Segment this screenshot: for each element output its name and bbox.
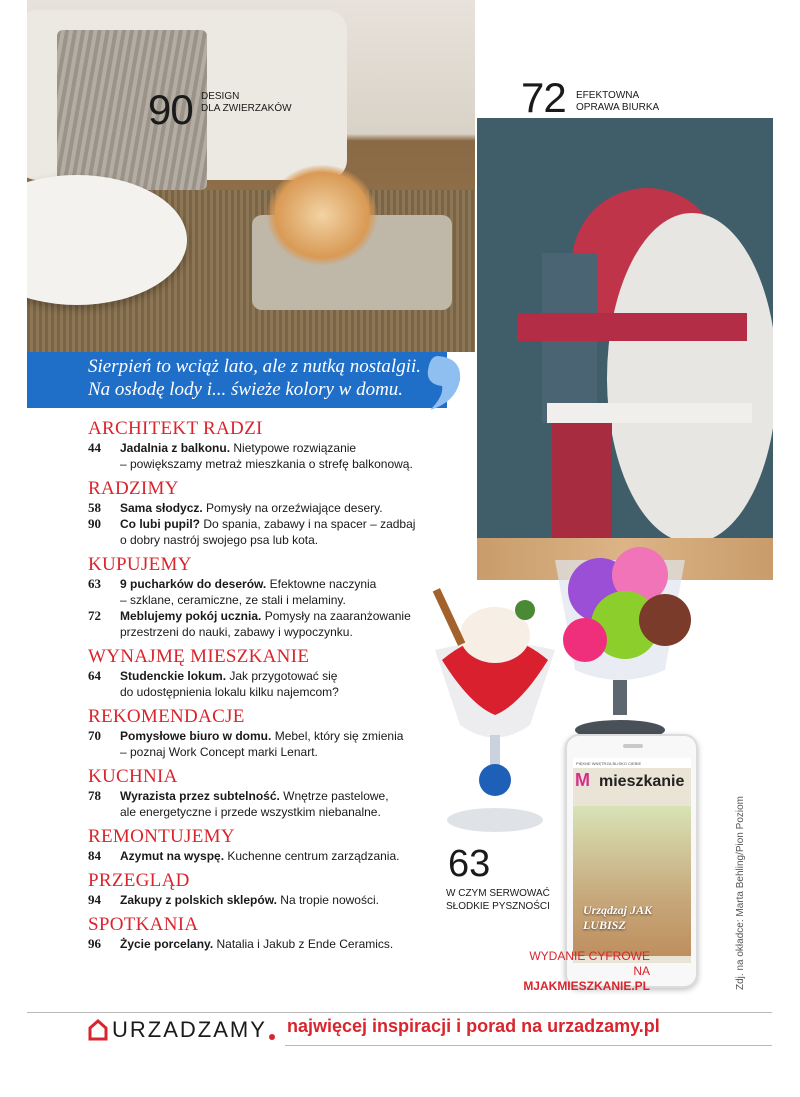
toc-entry-headline: Azymut na wyspę. <box>120 849 225 863</box>
toc-entry[interactable] <box>88 788 433 820</box>
phone-screen <box>573 758 691 963</box>
toc-entry-page: 72 <box>88 608 101 623</box>
white-circle-mural <box>607 213 773 543</box>
toc-entry-text <box>120 936 433 952</box>
toc-section-title: ARCHITEKT RADZI <box>88 418 263 439</box>
feature-design-caption: DESIGN DLA ZWIERZAKÓW <box>201 91 292 114</box>
cover-logo-m: M <box>575 770 590 790</box>
toc-entry-desc-cont: do udostępnienia lokalu kilku najemcom? <box>120 685 339 699</box>
toc-section-title: KUPUJEMY <box>88 554 192 575</box>
toc-section-title: WYNAJMĘ MIESZKANIE <box>88 646 310 667</box>
toc-entry-headline: Co lubi pupil? <box>120 517 200 531</box>
toc-section-title: KUCHNIA <box>88 766 178 787</box>
toc-entry-page: 78 <box>88 788 101 803</box>
toc-entry-desc-cont: – poznaj Work Concept marki Lenart. <box>120 745 318 759</box>
digital-edition-link[interactable]: MJAKMIESZKANIE.PL <box>523 979 650 993</box>
toc-entry-text <box>120 668 433 700</box>
toc-entry[interactable] <box>88 848 433 864</box>
toc-entry-text <box>120 892 433 908</box>
toc-entry-headline: Zakupy z polskich sklepów. <box>120 893 277 907</box>
intro-text: Sierpień to wciąż lato, ale z nutką nostalgii. Na osłodę lody i... świeże kolory w domu. <box>88 356 422 400</box>
toc-entry[interactable] <box>88 516 433 548</box>
toc-section <box>88 478 433 548</box>
toc-entry-desc-cont: ale energetyczne i przede wszystkim niebanalne. <box>120 805 381 819</box>
footer-divider <box>27 1012 772 1013</box>
toc-section <box>88 706 433 760</box>
toc-entry-page: 94 <box>88 892 101 907</box>
brand-name: URZADZAMY <box>112 1017 267 1042</box>
toc-entry-text <box>120 500 433 516</box>
toc-entry-desc-cont: – szklane, ceramiczne, ze stali i melaminy. <box>120 593 346 607</box>
footer-divider-bottom <box>285 1045 772 1046</box>
toc-entry-headline: Życie porcelany. <box>120 937 214 951</box>
toc-entry-page: 96 <box>88 936 101 951</box>
toc-section <box>88 826 433 864</box>
toc-section-title: RADZIMY <box>88 478 179 499</box>
phone-speaker <box>623 744 643 748</box>
toc-entry-desc: Natalia i Jakub z Ende Ceramics. <box>213 937 394 951</box>
toc-section-title: PRZEGLĄD <box>88 870 190 891</box>
toc-entry-desc: Wnętrze pastelowe, <box>279 789 389 803</box>
toc-section <box>88 418 433 472</box>
toc-entry-desc-cont: – powiększamy metraż mieszkania o strefę balkonową. <box>120 457 413 471</box>
toc-entry-headline: Wyrazista przez subtelność. <box>120 789 280 803</box>
toc-entry-text <box>120 576 433 608</box>
toc-section <box>88 870 433 908</box>
toc-entry-headline: Jadalnia z balkonu. <box>120 441 231 455</box>
wall-shelf <box>517 313 747 341</box>
toc-entry-headline: Studenckie lokum. <box>120 669 227 683</box>
toc-entry[interactable] <box>88 936 433 952</box>
cover-photo <box>573 806 691 956</box>
toc-entry-desc: Nietypowe rozwiązanie <box>230 441 357 455</box>
cover-logo-word: mieszkanie <box>599 773 685 790</box>
toc-entry-desc: Efektowne naczynia <box>266 577 377 591</box>
toc-section <box>88 554 433 640</box>
toc-entry-text <box>120 440 433 472</box>
toc-entry[interactable] <box>88 440 433 472</box>
toc-section <box>88 914 433 952</box>
desk-cabinet <box>552 423 612 543</box>
toc-entry-page: 44 <box>88 440 101 455</box>
toc-section-title: SPOTKANIA <box>88 914 199 935</box>
toc-entry-desc: Pomysły na zaaranżowanie <box>261 609 411 623</box>
toc-section-title: REKOMENDACJE <box>88 706 245 727</box>
toc-entry-page: 58 <box>88 500 101 515</box>
toc-entry[interactable] <box>88 728 433 760</box>
toc-entry-desc-cont: przestrzeni do nauki, zabawy i wypoczynku. <box>120 625 353 639</box>
toc-entry[interactable] <box>88 608 433 640</box>
ice-cream-glass-red <box>430 575 560 840</box>
cover-title: Urządzaj JAK LUBISZ <box>583 903 653 932</box>
toc-entry-text <box>120 516 433 548</box>
toc-entry-desc: Pomysły na orzeźwiające desery. <box>202 501 383 515</box>
toc-entry-headline: Sama słodycz. <box>120 501 203 515</box>
desk-photo <box>477 118 773 580</box>
cover-header: PIĘKNE WNĘTRZA BLISKO CIEBIE <box>573 758 691 768</box>
toc-entry-desc-cont: o dobry nastrój swojego psa lub kota. <box>120 533 319 547</box>
toc-entry-headline: 9 pucharków do deserów. <box>120 577 267 591</box>
toc-entry[interactable] <box>88 576 433 608</box>
toc-entry-desc: Jak przygotować się <box>226 669 338 683</box>
toc-section <box>88 766 433 820</box>
toc-section-title: REMONTUJEMY <box>88 826 235 847</box>
toc-entry-page: 63 <box>88 576 101 591</box>
toc-entry-text <box>120 788 433 820</box>
toc-entry[interactable] <box>88 668 433 700</box>
house-icon <box>88 1019 108 1041</box>
footer-slogan[interactable]: najwięcej inspiracji i porad na urzadzamy.pl <box>287 1016 660 1036</box>
toc-entry-text <box>120 728 433 760</box>
photo-credit: Zdj. na okładce: Marta Behling/Pion Poziom <box>735 796 746 990</box>
toc-entry-text <box>120 848 433 864</box>
ice-cream-glass-colorful <box>545 540 695 740</box>
toc-entry-headline: Meblujemy pokój ucznia. <box>120 609 262 623</box>
toc-section <box>88 646 433 700</box>
brand-logo[interactable] <box>88 1017 275 1043</box>
toc-entry-desc: Mebel, który się zmienia <box>271 729 404 743</box>
toc-entry-desc: Kuchenne centrum zarządzania. <box>224 849 400 863</box>
toc-entry[interactable] <box>88 892 433 908</box>
dog-photo <box>27 0 475 352</box>
toc-entry[interactable] <box>88 500 433 516</box>
toc-entry-page: 90 <box>88 516 101 531</box>
toc-entry-page: 70 <box>88 728 101 743</box>
digital-edition[interactable]: WYDANIE CYFROWE NA MJAKMIESZKANIE.PL <box>523 949 650 993</box>
feature-design-page[interactable]: 90 <box>148 86 193 133</box>
toc-entry-headline: Pomysłowe biuro w domu. <box>120 729 272 743</box>
brand-dot <box>269 1034 275 1040</box>
feature-desk-page[interactable]: 72 <box>521 74 566 121</box>
toc-entry-page: 64 <box>88 668 101 683</box>
toc-entry-text <box>120 608 433 640</box>
feature-sweets-page[interactable]: 63 <box>448 843 491 885</box>
table-of-contents <box>88 418 433 958</box>
feature-desk-caption: EFEKTOWNA OPRAWA BIURKA <box>576 90 660 113</box>
toc-entry-page: 84 <box>88 848 101 863</box>
dog-shape <box>267 165 377 265</box>
desk-top <box>547 403 752 423</box>
feature-sweets-caption: W CZYM SERWOWAĆ SŁODKIE PYSZNOŚCI <box>446 888 550 912</box>
toc-entry-desc: Na tropie nowości. <box>276 893 379 907</box>
toc-entry-desc: Do spania, zabawy i na spacer – zadbaj <box>199 517 416 531</box>
